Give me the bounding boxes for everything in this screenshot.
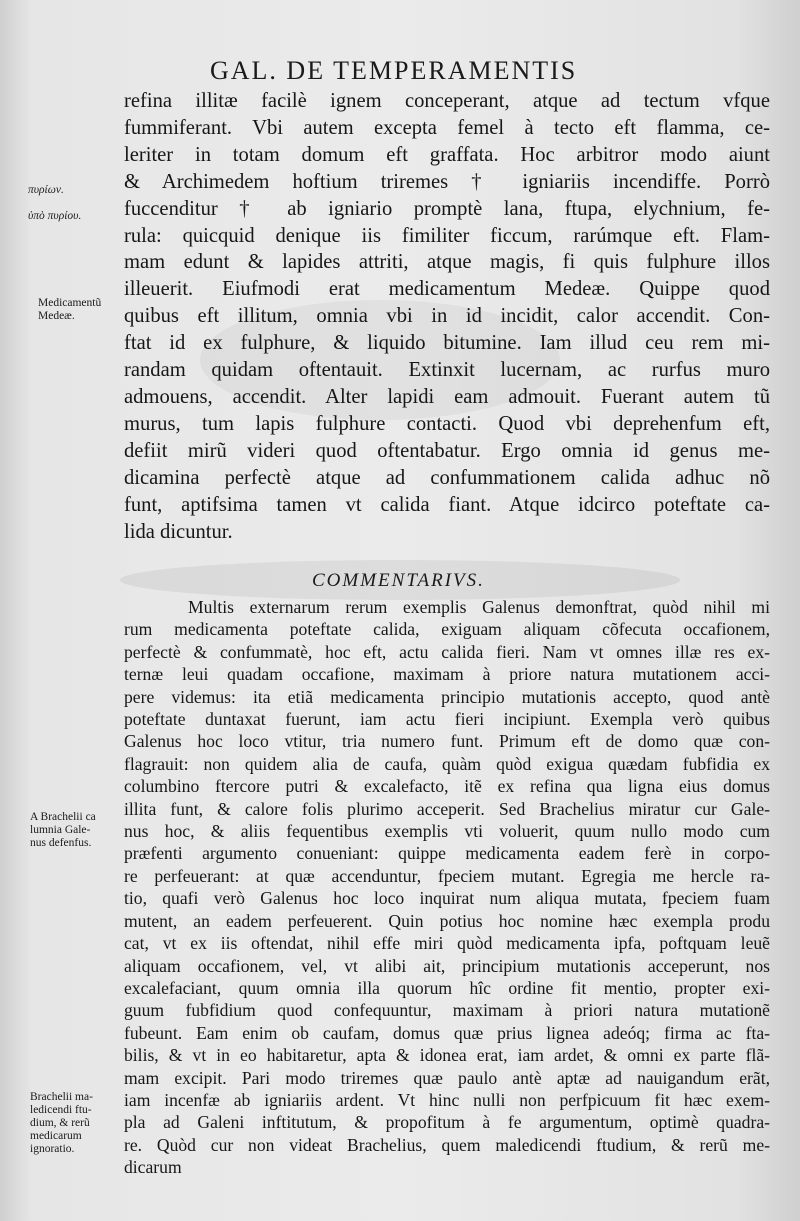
text-line: excalefaciant, quum omnia illa quorum hîc ordine fit mentio, propter exi- [124, 977, 770, 998]
text-line: admouens, accendit. Alter lapidi eam admouit. Fuerant autem tũ [124, 385, 770, 408]
margin-note-line: dium, & rerũ [30, 1117, 90, 1129]
text-line: mam excipit. Pari modo triremes quæ paulo antè aptæ ad nauigandum erãt, [124, 1067, 770, 1088]
margin-note-line: A Brachelii ca [30, 811, 96, 823]
text-line: cat, vt ex iis oftendat, nihil effe miri quòd medicamenta ipfa, poftquam leuẽ [124, 933, 770, 954]
margin-note-brachelius-defense [30, 811, 96, 850]
text-line: re perfeuerant: at quæ accenduntur, fpeciem mutant. Egregia me hercle ra- [124, 865, 770, 886]
text-line: guum fubfidium quod confequuntur, maximam à priori natura mutationẽ [124, 1000, 770, 1021]
text-line: re. Quòd cur non videat Brachelius, quem maledicendi ftudium, & rerũ me- [124, 1134, 770, 1155]
text-line: nus hoc, & aliis fequentibus exemplis vti voluerit, quum nullo modo cum [124, 821, 770, 842]
text-line: defiit mirũ videri quod oftentabatur. Ergo omnia id genus me- [124, 439, 770, 462]
text-line: poteftate duntaxat fuerunt, iam actu fieri incipiunt. Exempla verò quibus [124, 709, 770, 730]
text-line: ftat id ex fulphure, & liquido bitumine. Iam illud ceu rem mi- [124, 332, 770, 355]
text-line: pla ad Galeni inftitutum, & propofitum à fe argumentum, optimè quadra- [124, 1112, 770, 1133]
text-line: funt, aptifsima tamen vt calida fiant. Atque idcirco poteftate ca- [124, 493, 770, 516]
text-line: dicarum [124, 1157, 182, 1178]
text-line: tio, quafi verò Galenus hoc loco inquirat num aliqua mutata, fpeciem fuam [124, 888, 770, 909]
text-line: refina illitæ facilè ignem conceperant, atque ad tectum vfque [124, 90, 770, 112]
text-line: rula: quicquid denique iis fimiliter ficcum, rarúmque eft. Flam- [124, 224, 770, 247]
margin-note-line: medicarum [30, 1130, 82, 1142]
text-line: pere videmus: ita etiã medicamenta principio mutationis accepto, quod antè [124, 686, 770, 707]
margin-note-greek-1: πυρίων. [28, 184, 64, 196]
text-line: lida dicuntur. [124, 520, 233, 543]
margin-note-brachelius-malice [30, 1091, 93, 1156]
margin-note-medea [38, 297, 101, 323]
margin-note-line: Medicamentũ [38, 297, 102, 309]
text-line: fummiferant. Vbi autem excepta femel à tecto eft flamma, ce- [124, 116, 770, 139]
text-line: Galenus hoc loco vtitur, tria numero funt. Primum eft de domo quæ con- [124, 731, 770, 752]
text-line: fubeunt. Eam enim ob caufam, domus quæ prius lignea adeóq; firma ac fta- [124, 1022, 770, 1043]
margin-note-line: nus defenfus. [30, 837, 92, 849]
text-line: illita funt, & calore folis plurimo acceperit. Sed Brachelius miratur cur Gale- [124, 798, 770, 819]
commentary-heading: COMMENTARIVS. [312, 570, 485, 591]
text-line: flagrauit: non quidem alia de caufa, quàm quòd exigua quædam fubfidia ex [124, 753, 770, 774]
margin-note-line: lumnia Gale- [30, 824, 91, 836]
text-line: Multis externarum rerum exemplis Galenus demonftrat, quòd nihil mi [188, 597, 770, 617]
text-line: murus, tum lapis fulphure contacti. Quod vbi deprehenfum eft, [124, 412, 770, 435]
running-header: GAL. DE TEMPERAMENTIS [210, 56, 578, 85]
text-line: leriter in totam domum eft graffata. Hoc arbitror modo aiunt [124, 143, 770, 166]
text-line: mam edunt & lapides attriti, atque magis, fi quis fulphure illos [124, 251, 770, 274]
text-line: ternæ leui quadam occafione, maximam à priore natura mutationem acci- [124, 664, 770, 685]
text-line: & Archimedem hoftium triremes † igniariis incendiffe. Porrò [124, 170, 770, 193]
text-line: columbino ftercore putri & excalefacto, itẽ ex refina qua ligna eius domus [124, 776, 770, 797]
main-text-block [124, 88, 770, 545]
text-line: iam incenfæ ab igniariis ardent. Vt hinc nulli non perfpicuum fit hæc exem- [124, 1089, 770, 1110]
text-line: illeuerit. Eiufmodi erat medicamentum Medeæ. Quippe quod [124, 278, 770, 301]
text-line: præfenti argumento conueniant: quippe medicamenta eadem ferè in corpo- [124, 843, 770, 864]
margin-note-line: Medeæ. [38, 310, 75, 322]
text-line: fuccenditur † ab igniario promptè lana, ftupa, elychnium, fe- [124, 197, 770, 220]
text-line: aliquam occafionem, vel, vt alibi ait, principium mutationis acceperunt, nos [124, 955, 770, 976]
text-line: rum medicamenta poteftate calida, exiguam aliquam cõfecuta occafionem, [124, 619, 770, 640]
text-line: dicamina perfectè atque ad confummationem calida adhuc nõ [124, 466, 770, 489]
margin-note-line: Brachelii ma- [30, 1091, 93, 1103]
commentary-text-block [124, 596, 770, 1179]
text-line: quibus eft illitum, omnia vbi in id incidit, calor accendit. Con- [124, 305, 770, 328]
margin-note-line: ledicendi ftu- [30, 1104, 92, 1116]
margin-note-line: ignoratio. [30, 1143, 75, 1155]
text-line: perfectè & confummatè, hoc eft, actu calida fieri. Nam vt omnes illæ res ex- [124, 641, 770, 662]
margin-note-greek-2: ὑπὸ πυρίου. [28, 210, 82, 222]
text-line: bilis, & vt in eo habitaretur, apta & idonea erat, iam ardet, & omni ex parte flã- [124, 1045, 770, 1066]
text-line: mutent, an eadem perfeuerent. Quin potius hoc nomine hæc exempla produ [124, 910, 770, 931]
text-line: randam quidam oftentauit. Extinxit lucernam, ac rurfus muro [124, 359, 770, 382]
